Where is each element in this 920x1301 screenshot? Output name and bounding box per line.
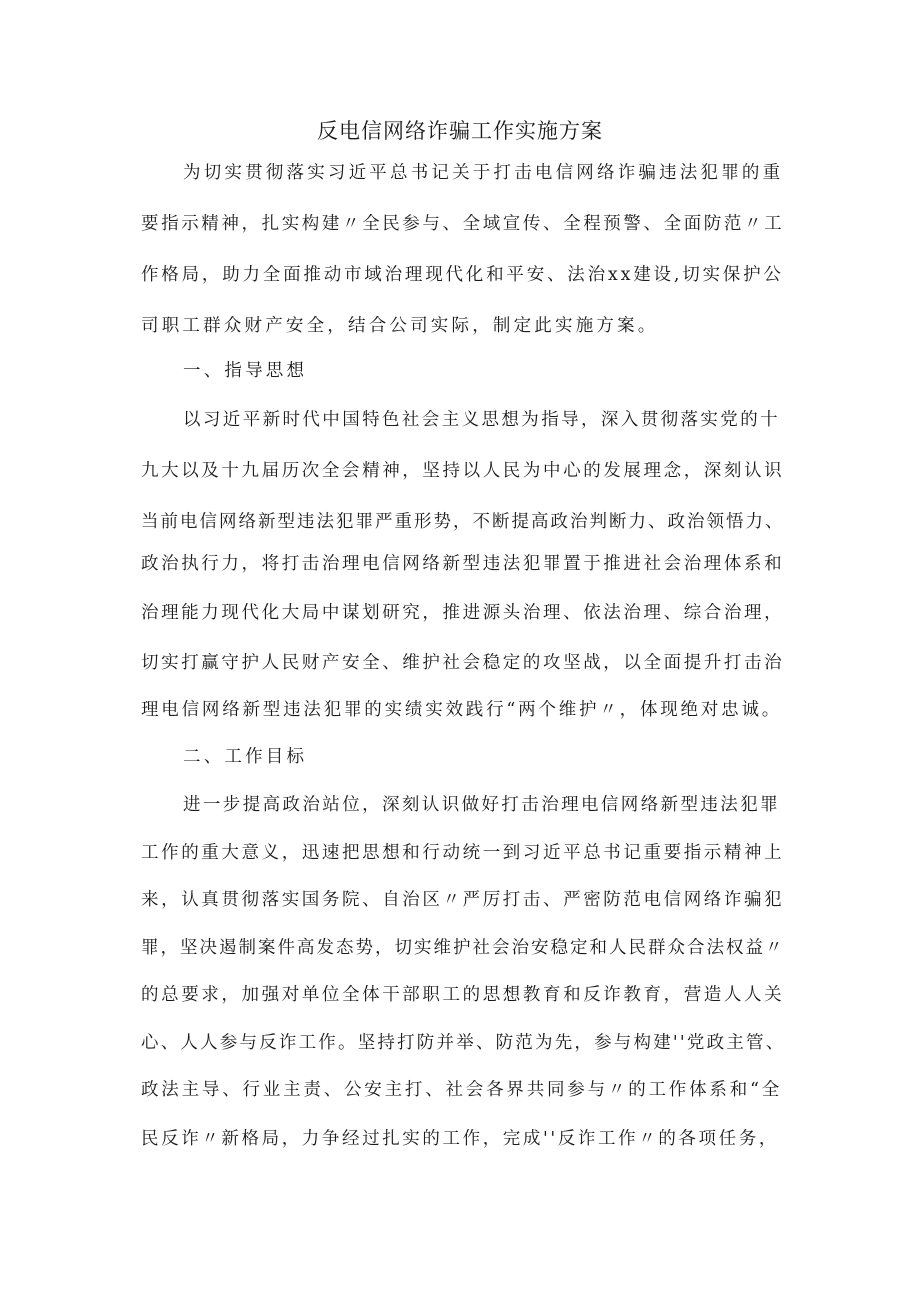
document-title: 反电信网络诈骗工作实施方案 bbox=[317, 119, 603, 143]
paragraph-line: 九大以及十九届历次全会精神，坚持以人民为中心的发展理念，深刻认识 bbox=[141, 461, 785, 481]
paragraph-line: 进一步提高政治站位，深刻认识做好打击治理电信网络新型违法犯罪 bbox=[183, 795, 780, 815]
paragraph-line: 当前电信网络新型违法犯罪严重形势，不断提高政治判断力、政治领悟力、 bbox=[141, 512, 785, 532]
paragraph-line: 作格局，助力全面推动市域治理现代化和平安、法治xx建设,切实保护公 bbox=[141, 265, 784, 285]
section-heading-work-goals: 二、工作目标 bbox=[183, 747, 308, 767]
paragraph-line: 心、人人参与反诈工作。坚持打防并举、防范为先，参与构建''党政主管、 bbox=[141, 1033, 786, 1053]
paragraph-line: 来，认真贯彻落实国务院、自治区〃严厉打击、严密防范电信网络诈骗犯 bbox=[141, 890, 785, 910]
paragraph-line: 的总要求，加强对单位全体干部职工的思想教育和反诈教育，营造人人关 bbox=[141, 985, 785, 1005]
paragraph-line: 要指示精神，扎实构建〃全民参与、全域宣传、全程预警、全面防范〃工 bbox=[141, 214, 785, 234]
paragraph-line: 切实打赢守护人民财产安全、维护社会稳定的攻坚战，以全面提升打击治 bbox=[141, 653, 785, 673]
paragraph-line: 治理能力现代化大局中谋划研究，推进源头治理、依法治理、综合治理， bbox=[141, 603, 785, 623]
paragraph-line: 民反诈〃新格局，力争经过扎实的工作，完成''反诈工作〃的各项任务， bbox=[141, 1129, 779, 1149]
paragraph-line: 理电信网络新型违法犯罪的实绩实效践行“两个维护〃，体现绝对忠诚。 bbox=[141, 700, 783, 720]
paragraph-line: 为切实贯彻落实习近平总书记关于打击电信网络诈骗违法犯罪的重 bbox=[183, 163, 784, 183]
section-heading-guiding-ideology: 一、指导思想 bbox=[183, 361, 308, 381]
paragraph-line: 罪，坚决遏制案件高发态势，切实维护社会治安稳定和人民群众合法权益〃 bbox=[141, 938, 785, 958]
paragraph-line: 政法主导、行业主责、公安主打、社会各界共同参与〃的工作体系和“全 bbox=[141, 1080, 783, 1100]
paragraph-line: 以习近平新时代中国特色社会主义思想为指导，深入贯彻落实党的十 bbox=[183, 410, 780, 430]
paragraph-line: 政治执行力，将打击治理电信网络新型违法犯罪置于推进社会治理体系和 bbox=[141, 554, 785, 574]
paragraph-line: 司职工群众财产安全，结合公司实际，制定此实施方案。 bbox=[141, 316, 659, 336]
paragraph-line: 工作的重大意义，迅速把思想和行动统一到习近平总书记重要指示精神上 bbox=[141, 843, 785, 863]
